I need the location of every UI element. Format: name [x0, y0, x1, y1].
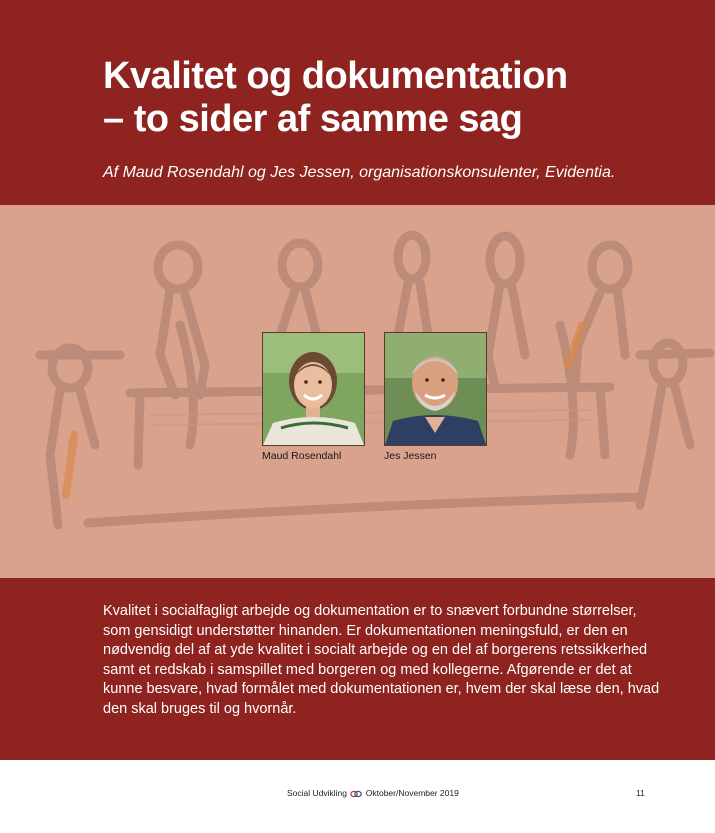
article-byline: Af Maud Rosendahl og Jes Jessen, organisationskonsulenter, Evidentia. [103, 164, 616, 181]
page-number: 11 [636, 788, 645, 798]
footer-publication [287, 788, 459, 798]
title-line-1: Kvalitet og dokumentation [103, 55, 568, 97]
author-caption-2: Jes Jessen [384, 450, 437, 462]
author-photo-jes-jessen [384, 332, 487, 446]
title-line-2: – to sider af samme sag [103, 98, 523, 140]
issue-date: Oktober/November 2019 [365, 788, 459, 798]
author-photo-maud-rosendahl [262, 332, 365, 446]
magazine-logo-icon [350, 790, 362, 798]
article-title [103, 55, 568, 141]
author-caption-1: Maud Rosendahl [262, 450, 342, 462]
article-lead: Kvalitet i socialfagligt arbejde og dokumentation er to snævert forbundne størrelser, som gensidigt understøtter hinanden. Er dokumentationen meningsfuld, er den en nødvendig del af at yde kvalitet i socialt arbejde og en del af borgerens retssikkerhed samt et redskab i samspillet med borgeren og med kollegerne. Afgørende er det at kunne besvare, hvad formålet med dokumentationen er, hvem der skal læse den, hvad den skal bruges til og hvornår. [103, 603, 660, 717]
meeting-illustration [0, 205, 715, 578]
magazine-name: Social Udvikling [287, 788, 347, 798]
